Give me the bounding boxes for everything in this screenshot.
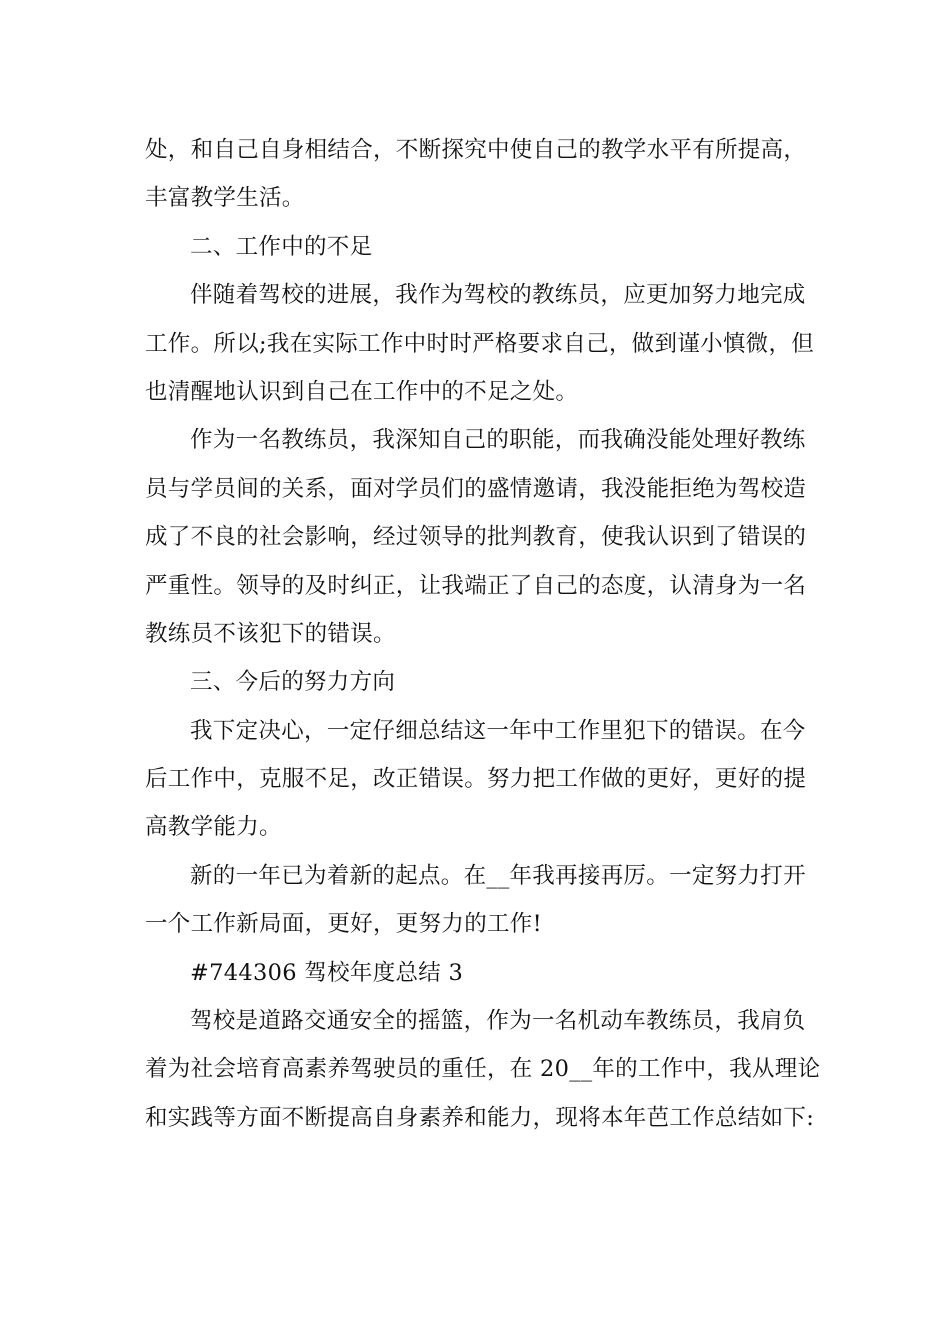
body-text-line: 作为一名教练员，我深知自己的职能，而我确没能处理好教练 [190, 427, 806, 454]
body-text-line: 着为社会培育高素养驾驶员的重任，在 20__年的工作中，我从理论 [145, 1056, 821, 1083]
body-text-line: 和实践等方面不断提高自身素养和能力，现将本年芭工作总结如下: [145, 1104, 815, 1131]
body-text-line: 一个工作新局面，更好，更努力的工作! [145, 911, 542, 938]
body-text-line: 高教学能力。 [145, 814, 282, 841]
body-text-line: 处，和自己自身相结合，不断探究中使自己的教学水平有所提高， [145, 137, 807, 163]
document-subtitle: #744306 驾校年度总结 3 [190, 959, 464, 986]
body-text-line: 驾校是道路交通安全的摇篮，作为一名机动车教练员，我肩负 [190, 1008, 806, 1035]
document-body [145, 126, 821, 1142]
body-text-line: 工作。所以;我在实际工作中时时严格要求自己，做到谨小慎微，但 [145, 330, 815, 357]
body-text-line: 伴随着驾校的进展，我作为驾校的教练员，应更加努力地完成 [190, 282, 806, 309]
body-text-line: 成了不良的社会影响，经过领导的批判教育，使我认识到了错误的 [145, 524, 807, 551]
body-text-line: 我下定决心，一定仔细总结这一年中工作里犯下的错误。在今 [190, 717, 806, 744]
body-text-line: 丰富教学生活。 [145, 185, 305, 212]
section-heading-future-direction: 三、今后的努力方向 [190, 669, 396, 696]
body-text-line: 教练员不该犯下的错误。 [145, 620, 396, 647]
body-text-line: 员与学员间的关系，面对学员们的盛情邀请，我没能拒绝为驾校造 [145, 475, 807, 502]
body-text-line: 后工作中，克服不足，改正错误。努力把工作做的更好，更好的提 [145, 766, 807, 793]
body-text-line: 严重性。领导的及时纠正，让我端正了自己的态度，认清身为一名 [145, 572, 807, 599]
body-text-line: 新的一年已为着新的起点。在__年我再接再厉。一定努力打开 [190, 862, 806, 889]
body-text-line: 也清醒地认识到自己在工作中的不足之处。 [145, 378, 579, 405]
section-heading-shortcomings: 二、工作中的不足 [190, 233, 373, 260]
